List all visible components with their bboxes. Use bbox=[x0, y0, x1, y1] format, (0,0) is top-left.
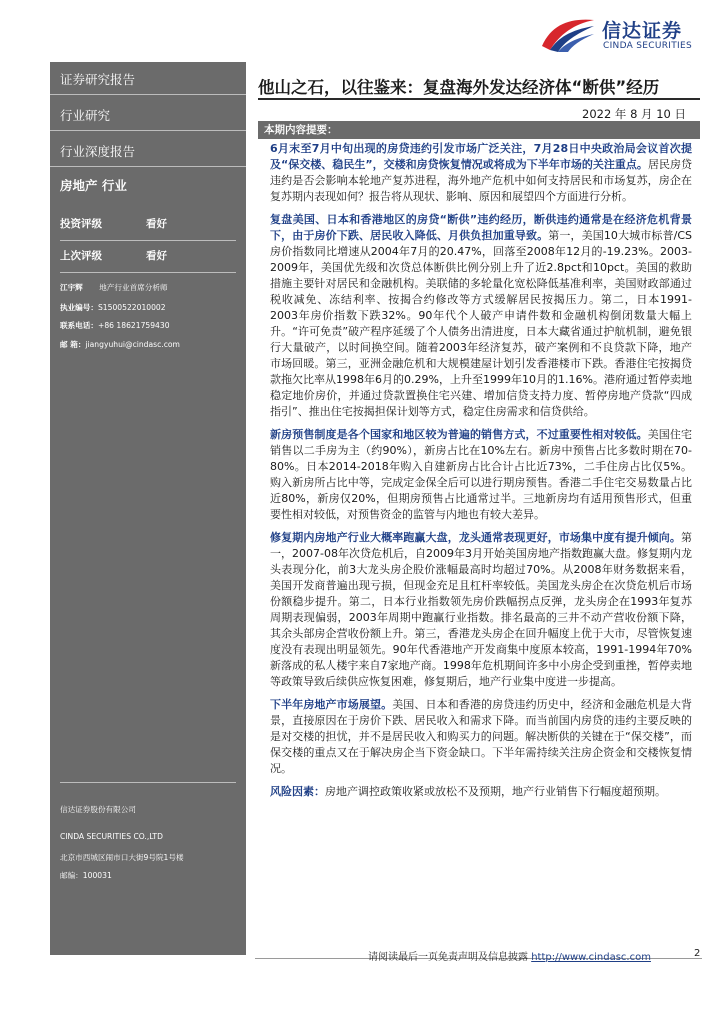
logo-chinese-name: 信达证券 bbox=[602, 20, 683, 42]
license-label: 执业编号： bbox=[60, 303, 98, 312]
paragraph-lead: 风险因素： bbox=[270, 785, 325, 798]
paragraph-lead: 修复期内房地产行业大概率跑赢大盘，龙头通常表现更好，市场集中度有提升倾向。 bbox=[270, 531, 681, 544]
phone-line bbox=[60, 320, 170, 331]
summary-paragraph bbox=[270, 212, 692, 420]
license-line bbox=[60, 302, 166, 313]
phone-value: +86 18621759430 bbox=[97, 321, 170, 330]
prev-rating-value: 看好 bbox=[146, 250, 167, 262]
analyst-name: 江宇辉 bbox=[60, 283, 83, 292]
paragraph-body: 美国、日本和香港的房贷违约历史中，经济和金融危机是大背景，直接原因在于房价下跌、居民收入和需求下降。而当前国内房贷的违约主要反映的是对交楼的担忧，并不是居民收入和购买力的问题。解决断供的关键在于“保交楼”，而保交楼的重点又在于解决房企当下资金缺口。下半年需持续关注房企资金和交楼恢复情况。 bbox=[270, 698, 693, 775]
email-value[interactable]: jiangyuhui@cindasc.com bbox=[85, 340, 180, 349]
prev-rating-label: 上次评级 bbox=[60, 250, 102, 262]
report-type: 证券研究报告 bbox=[60, 72, 136, 87]
summary-paragraph bbox=[270, 697, 692, 777]
paragraph-lead: 复盘美国、日本和香港地区的房贷“断供”违约经历，断供违约通常是在经济危机背景下，由于房价下跌、居民收入降低、月供负担加重导致。 bbox=[270, 213, 692, 242]
sidebar-divider bbox=[50, 130, 246, 131]
analyst-line bbox=[60, 282, 168, 293]
paragraph-body: 美国住宅销售以二手房为主（约90%），新房占比在10%左右。新房中预售占比多数时期在70-80%。日本2014-2018年购入自建新房占比合计占比近73%，二手住房占比仅5%。购入新房所占比中等，完成定金保全后可以进行期房预售。香港二手住宅交易数量占比近80%，新房仅20%，但期房预售占比通常过半。三地新房均有适用预售形式，但重要性相对较低，对预售资金的监管与内地也有较大差异。 bbox=[270, 428, 693, 521]
cinda-logo bbox=[540, 14, 708, 54]
summary-paragraph bbox=[270, 530, 692, 690]
logo-english-name: CINDA SECURITIES bbox=[603, 41, 692, 51]
company-english-name: CINDA SECURITIES CO.,LTD bbox=[60, 832, 163, 841]
sidebar-divider bbox=[50, 94, 246, 95]
company-address: 北京市西城区闹市口大街9号院1号楼 bbox=[60, 853, 184, 862]
report-date: 2022 年 8 月 10 日 bbox=[582, 107, 686, 121]
paragraph-lead: 下半年房地产市场展望。 bbox=[270, 698, 393, 711]
paragraph-body: 第一，2007-08年次贷危机后，自2009年3月开始美国房地产指数跑赢大盘。修复期内龙头表现分化，前3大龙头房企股价涨幅最高时均超过70%。从2008年财务数据来看，美国开发商普遍出现亏损，但现金充足且杠杆率较低。美国龙头房企在次贷危机后市场份额稳步提升。第二，日本行业指数领先房价跌幅拐点反弹，龙头房企在1993年复苏周期表现偏弱，2003年周期中跑赢行业指数。排名最高的三井不动产营收份额下降，其余头部房企营收份额上升。第三，香港龙头房企在回升幅度上优于大市，尽管恢复速度没有表现出明显领先。90年代香港地产开发商集中度原本较高，1991-1994年70%新落成的私人楼宇来自7家地产商。1998年危机期间许多中小房企受到重挫，暂停卖地等政策导致后续供应恢复困难，修复期后，地产行业集中度进一步提高。 bbox=[270, 531, 692, 688]
sidebar-divider bbox=[50, 166, 246, 167]
email-line bbox=[60, 339, 180, 350]
sidebar-divider bbox=[60, 782, 236, 783]
paragraph-lead: 新房预售制度是各个国家和地区较为普遍的销售方式，不过重要性相对较低。 bbox=[270, 428, 648, 441]
footer-text: 请阅读最后一页免责声明及信息披露 bbox=[368, 952, 528, 963]
summary-paragraph bbox=[270, 427, 692, 523]
report-category: 行业研究 bbox=[60, 108, 111, 123]
sidebar-divider bbox=[60, 272, 236, 273]
page-title: 他山之石，以往鉴来：复盘海外发达经济体“断供”经历 bbox=[258, 78, 660, 97]
analyst-title: 地产行业首席分析师 bbox=[99, 283, 168, 292]
footer-disclaimer bbox=[368, 948, 651, 963]
report-subcategory: 行业深度报告 bbox=[60, 144, 136, 159]
summary-content bbox=[270, 141, 692, 807]
rating-value: 看好 bbox=[146, 218, 167, 230]
company-postcode: 邮编：100031 bbox=[60, 871, 112, 880]
paragraph-body: 房地产调控政策收紧或放松不及预期，地产行业销售下行幅度超预期。 bbox=[325, 785, 666, 798]
company-chinese-name: 信达证券股份有限公司 bbox=[60, 805, 136, 814]
paragraph-body: 第一，美国10大城市标普/CS房价指数同比增速从2004年7月的20.47%，回落至2008年12月的-19.23%。2003-2009年，美国优先级和次贷总体断供比例分别上升了近2.8pct和10pct。美国的救助措施主要针对居民和金融机构。美联储的多轮量化宽松降低基准利率，美国财政部通过税收减免、冻结利率、按揭合约修改等方式缓解居民按揭压力。第二，日本1991-2003年房价指数下跌32%。90年代个人破产申请件数和金融机构倒闭数量大幅上升。“许可免责”破产程序延缓了个人债务出清进度，日本大藏省通过护航机制，避免银行大量破产，以时间换空间。随着2003年经济复苏，破产案例和不良贷款下降，地产市场回暖。第三，亚洲金融危机和大规模建屋计划引发香港楼市下跌。香港住宅按揭贷款拖欠比率从1998年6月的0.29%，上升至1999年10月的1.16%。港府通过暂停卖地稳定地价房价，并通过贷款置换住宅兴建、增加信贷支持力度、暂停房地产贷款“四成指引”、推出住宅按揭担保计划等方式，稳定住房需求和信贷供给。 bbox=[270, 229, 692, 418]
email-label: 邮 箱： bbox=[60, 340, 86, 349]
summary-header: 本期内容提要： bbox=[258, 121, 700, 139]
page-number: 2 bbox=[694, 948, 701, 959]
phone-label: 联系电话： bbox=[60, 321, 98, 330]
report-sidebar bbox=[50, 62, 246, 955]
license-value: S1500522010002 bbox=[97, 303, 166, 312]
paragraph-lead: 6月末至7月中旬出现的房贷违约引发市场广泛关注，7月28日中央政治局会议首次提及“保交楼、稳民生”，交楼和房贷恢复情况或将成为下半年市场的关注重点。 bbox=[270, 142, 692, 171]
footer-link[interactable]: http://www.cindasc.com bbox=[531, 952, 651, 963]
summary-paragraph bbox=[270, 784, 692, 800]
rating-label: 投资评级 bbox=[60, 218, 102, 230]
industry-label: 房地产 行业 bbox=[60, 178, 127, 193]
cinda-logo-icon bbox=[540, 16, 596, 52]
paragraph-body: 居民房贷违约是否会影响本轮地产复苏进程，海外地产危机中如何支持居民和市场复苏，房企在复苏期内表现如何？报告将从现状、影响、原因和展望四个方面进行分析。 bbox=[270, 158, 692, 203]
sidebar-divider bbox=[60, 240, 236, 241]
summary-paragraph bbox=[270, 141, 692, 205]
title-divider bbox=[258, 98, 700, 100]
